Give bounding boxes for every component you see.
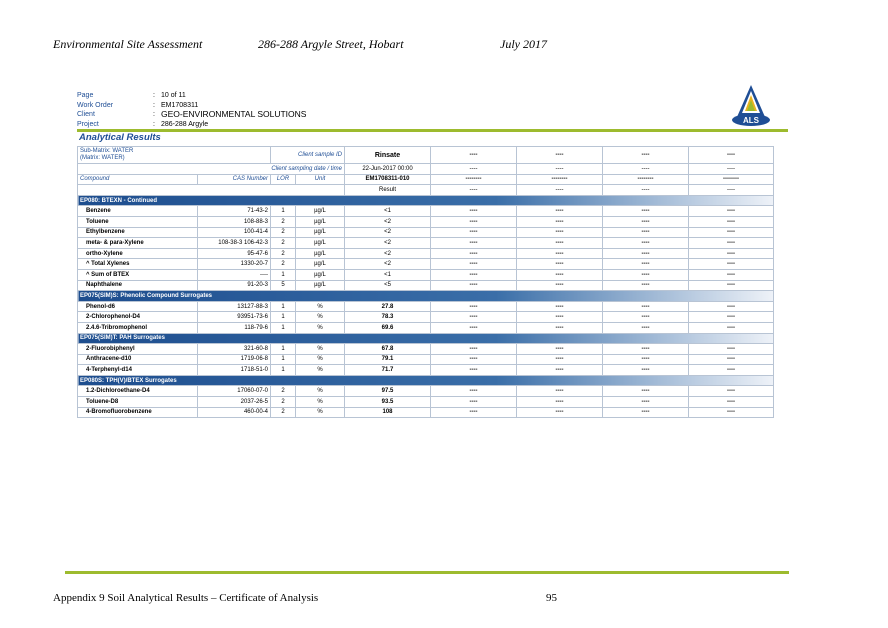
empty-result-cell: ---- xyxy=(689,354,774,365)
result-value: 27.8 xyxy=(345,301,431,312)
unit-value: % xyxy=(296,386,345,397)
meta-value: 286-288 Argyle xyxy=(161,120,209,128)
empty-result-cell: ---- xyxy=(689,280,774,291)
meta-key: Work Order xyxy=(77,101,114,109)
empty-lab-id: -------- xyxy=(431,174,517,185)
empty-result-cell: ---- xyxy=(431,344,517,355)
meta-row xyxy=(77,110,306,120)
header-row-result xyxy=(78,185,774,196)
logo-text: ALS xyxy=(743,116,759,125)
compound-name: meta- & para-Xylene xyxy=(78,238,198,249)
empty-result-cell: ---- xyxy=(603,206,689,217)
table-row xyxy=(78,280,774,291)
compound-name: Phenol-d6 xyxy=(78,301,198,312)
footer-divider xyxy=(65,571,789,574)
compound-name: Toluene xyxy=(78,216,198,227)
unit-value: % xyxy=(296,365,345,376)
empty-result-cell: ---- xyxy=(603,407,689,418)
header-divider xyxy=(77,129,788,132)
empty-result-cell: ---- xyxy=(603,227,689,238)
empty-result-cell: ---- xyxy=(517,280,603,291)
result-value: <5 xyxy=(345,280,431,291)
compound-name: 2-Chlorophenol-D4 xyxy=(78,312,198,323)
unit-value: µg/L xyxy=(296,280,345,291)
group-title: EP075(SIM)S: Phenolic Compound Surrogates xyxy=(78,291,774,302)
empty-result-cell: ---- xyxy=(517,386,603,397)
meta-key: Client xyxy=(77,111,95,118)
empty-result-cell: ---- xyxy=(689,238,774,249)
unit-value: % xyxy=(296,322,345,333)
sampling-date: 22-Jun-2017 00:00 xyxy=(345,164,431,175)
table-row xyxy=(78,206,774,217)
compound-column-header: Compound xyxy=(78,174,198,185)
unit-value: % xyxy=(296,354,345,365)
empty-result-cell: ---- xyxy=(689,227,774,238)
lor-value: 1 xyxy=(271,301,296,312)
compound-name: Anthracene-d10 xyxy=(78,354,198,365)
empty-result-cell: ---- xyxy=(517,227,603,238)
group-header-row xyxy=(78,291,774,302)
table-row xyxy=(78,259,774,270)
header-row-sampling-date xyxy=(78,164,774,175)
compound-name: Toluene-D8 xyxy=(78,397,198,408)
empty-result-cell: ---- xyxy=(431,280,517,291)
table-row xyxy=(78,312,774,323)
result-value: 67.8 xyxy=(345,344,431,355)
empty-result-cell: ---- xyxy=(603,397,689,408)
unit-value: % xyxy=(296,407,345,418)
meta-colon: : xyxy=(153,120,155,128)
table-row xyxy=(78,365,774,376)
lor-value: 1 xyxy=(271,269,296,280)
empty-result-cell: ---- xyxy=(603,269,689,280)
empty-result-cell: ---- xyxy=(689,322,774,333)
header-document-title: Environmental Site Assessment xyxy=(53,37,203,51)
unit-value: µg/L xyxy=(296,238,345,249)
cas-number: 1718-51-0 xyxy=(198,365,271,376)
unit-value: µg/L xyxy=(296,227,345,238)
result-value: 108 xyxy=(345,407,431,418)
empty-result-cell: ---- xyxy=(603,365,689,376)
table-row xyxy=(78,397,774,408)
lor-value: 2 xyxy=(271,248,296,259)
compound-name: Naphthalene xyxy=(78,280,198,291)
cas-number: 13127-88-3 xyxy=(198,301,271,312)
unit-value: % xyxy=(296,301,345,312)
compound-name: Benzene xyxy=(78,206,198,217)
header-date: July 2017 xyxy=(500,37,547,51)
cas-number: 1330-20-7 xyxy=(198,259,271,270)
lor-value: 1 xyxy=(271,365,296,376)
meta-value: 10 of 11 xyxy=(161,92,186,99)
empty-result-cell: ---- xyxy=(431,216,517,227)
empty-result-label: ---- xyxy=(517,185,603,196)
lor-value: 2 xyxy=(271,407,296,418)
empty-result-cell: ---- xyxy=(689,248,774,259)
result-value: 71.7 xyxy=(345,365,431,376)
cas-number: 2037-26-5 xyxy=(198,397,271,408)
meta-key: Project xyxy=(77,120,99,128)
empty-result-cell: ---- xyxy=(603,259,689,270)
empty-result-cell: ---- xyxy=(517,397,603,408)
unit-value: % xyxy=(296,344,345,355)
lor-value: 2 xyxy=(271,216,296,227)
empty-sample-id: ---- xyxy=(431,147,517,164)
unit-value: µg/L xyxy=(296,248,345,259)
empty-result-cell: ---- xyxy=(431,227,517,238)
footer-page-number: 95 xyxy=(546,592,557,604)
empty-lab-id: -------- xyxy=(689,174,774,185)
result-value: 79.1 xyxy=(345,354,431,365)
empty-result-cell: ---- xyxy=(517,344,603,355)
lor-value: 1 xyxy=(271,322,296,333)
cas-number: 93951-73-6 xyxy=(198,312,271,323)
empty-result-label: ---- xyxy=(431,185,517,196)
report-meta xyxy=(77,91,306,129)
empty-result-cell: ---- xyxy=(431,397,517,408)
empty-result-cell: ---- xyxy=(431,238,517,249)
lor-value: 2 xyxy=(271,259,296,270)
compound-name: ^ Sum of BTEX xyxy=(78,269,198,280)
empty-result-cell: ---- xyxy=(689,312,774,323)
unit-value: µg/L xyxy=(296,206,345,217)
table-row xyxy=(78,386,774,397)
lor-value: 1 xyxy=(271,206,296,217)
footer-title: Appendix 9 Soil Analytical Results – Certificate of Analysis xyxy=(53,592,319,604)
table-row xyxy=(78,269,774,280)
matrix-cell xyxy=(78,147,271,164)
result-value: 97.5 xyxy=(345,386,431,397)
group-header-row xyxy=(78,375,774,386)
group-title: EP080S: TPH(V)/BTEX Surrogates xyxy=(78,375,774,386)
empty-result-cell: ---- xyxy=(689,259,774,270)
group-title: EP080: BTEXN - Continued xyxy=(78,195,774,206)
unit-value: µg/L xyxy=(296,216,345,227)
empty-sampling-date: ---- xyxy=(603,164,689,175)
empty-result-cell: ---- xyxy=(603,301,689,312)
compound-name: 4-Terphenyl-d14 xyxy=(78,365,198,376)
analytical-results-table xyxy=(77,146,774,418)
empty-result-cell: ---- xyxy=(603,216,689,227)
lor-value: 2 xyxy=(271,238,296,249)
cas-number: 17060-07-0 xyxy=(198,386,271,397)
group-title: EP075(SIM)T: PAH Surrogates xyxy=(78,333,774,344)
header-site-address: 286-288 Argyle Street, Hobart xyxy=(258,37,404,51)
lor-value: 2 xyxy=(271,397,296,408)
cas-number: 460-00-4 xyxy=(198,407,271,418)
empty-sampling-date: ---- xyxy=(689,164,774,175)
empty-result-cell: ---- xyxy=(689,216,774,227)
result-value: <1 xyxy=(345,269,431,280)
unit-value: µg/L xyxy=(296,259,345,270)
lor-value: 1 xyxy=(271,312,296,323)
client-sample-id-label: Client sample ID xyxy=(271,147,345,164)
meta-row xyxy=(77,120,306,130)
meta-value: GEO-ENVIRONMENTAL SOLUTIONS xyxy=(161,109,307,119)
lor-column-header: LOR xyxy=(271,174,296,185)
cas-number: 71-43-2 xyxy=(198,206,271,217)
cas-number: 108-38-3 106-42-3 xyxy=(198,238,271,249)
compound-name: 1.2-Dichloroethane-D4 xyxy=(78,386,198,397)
table-row xyxy=(78,322,774,333)
empty-result-cell: ---- xyxy=(517,312,603,323)
sampling-date-label: Client sampling date / time xyxy=(78,164,345,175)
empty-result-cell: ---- xyxy=(431,206,517,217)
meta-colon: : xyxy=(153,111,155,118)
spacer-cell xyxy=(78,185,345,196)
empty-result-cell: ---- xyxy=(517,354,603,365)
table-row xyxy=(78,227,774,238)
table-row xyxy=(78,354,774,365)
empty-result-cell: ---- xyxy=(689,206,774,217)
compound-name: Ethylbenzene xyxy=(78,227,198,238)
empty-result-cell: ---- xyxy=(517,269,603,280)
empty-result-cell: ---- xyxy=(603,238,689,249)
table-row xyxy=(78,301,774,312)
empty-result-cell: ---- xyxy=(603,248,689,259)
lor-value: 1 xyxy=(271,354,296,365)
sample-id: Rinsate xyxy=(345,147,431,164)
result-value: <2 xyxy=(345,259,431,270)
unit-value: % xyxy=(296,397,345,408)
cas-number: 118-79-6 xyxy=(198,322,271,333)
unit-column-header: Unit xyxy=(296,174,345,185)
empty-result-cell: ---- xyxy=(431,407,517,418)
empty-result-cell: ---- xyxy=(517,206,603,217)
empty-result-cell: ---- xyxy=(431,365,517,376)
result-value: <2 xyxy=(345,248,431,259)
empty-result-cell: ---- xyxy=(431,386,517,397)
compound-name: 2-Fluorobiphenyl xyxy=(78,344,198,355)
empty-result-cell: ---- xyxy=(689,344,774,355)
header-row-sample-id xyxy=(78,147,774,164)
empty-sampling-date: ---- xyxy=(517,164,603,175)
empty-result-cell: ---- xyxy=(517,301,603,312)
empty-sample-id: ---- xyxy=(603,147,689,164)
lab-sample-id: EM1708311-010 xyxy=(345,174,431,185)
empty-result-cell: ---- xyxy=(431,269,517,280)
result-value: <1 xyxy=(345,206,431,217)
meta-colon: : xyxy=(153,92,155,99)
result-value: 69.6 xyxy=(345,322,431,333)
cas-number: 1719-06-8 xyxy=(198,354,271,365)
matrix-label: (Matrix: WATER) xyxy=(80,155,125,161)
lor-value: 5 xyxy=(271,280,296,291)
table-row xyxy=(78,248,774,259)
empty-result-cell: ---- xyxy=(603,386,689,397)
empty-result-cell: ---- xyxy=(689,397,774,408)
unit-value: % xyxy=(296,312,345,323)
cas-number: 108-88-3 xyxy=(198,216,271,227)
empty-result-cell: ---- xyxy=(517,248,603,259)
empty-result-cell: ---- xyxy=(431,312,517,323)
empty-result-cell: ---- xyxy=(517,365,603,376)
lor-value: 2 xyxy=(271,386,296,397)
empty-result-cell: ---- xyxy=(603,344,689,355)
unit-value: µg/L xyxy=(296,269,345,280)
table-row xyxy=(78,238,774,249)
submatrix-label: Sub-Matrix: WATER xyxy=(80,148,134,154)
empty-sample-id: ---- xyxy=(517,147,603,164)
result-value: <2 xyxy=(345,216,431,227)
result-value: 93.5 xyxy=(345,397,431,408)
header-row-columns xyxy=(78,174,774,185)
compound-name: ortho-Xylene xyxy=(78,248,198,259)
empty-result-cell: ---- xyxy=(603,312,689,323)
compound-name: 4-Bromofluorobenzene xyxy=(78,407,198,418)
empty-result-cell: ---- xyxy=(517,322,603,333)
meta-colon: : xyxy=(153,101,155,109)
meta-key: Page xyxy=(77,92,94,99)
empty-result-cell: ---- xyxy=(603,322,689,333)
cas-column-header: CAS Number xyxy=(198,174,271,185)
empty-result-cell: ---- xyxy=(431,248,517,259)
als-logo-icon xyxy=(729,83,773,127)
result-label: Result xyxy=(345,185,431,196)
result-value: <2 xyxy=(345,227,431,238)
cas-number: 95-47-6 xyxy=(198,248,271,259)
empty-result-cell: ---- xyxy=(603,280,689,291)
empty-result-cell: ---- xyxy=(689,365,774,376)
empty-result-cell: ---- xyxy=(517,238,603,249)
lor-value: 2 xyxy=(271,227,296,238)
empty-result-cell: ---- xyxy=(431,259,517,270)
empty-result-cell: ---- xyxy=(517,407,603,418)
empty-lab-id: -------- xyxy=(603,174,689,185)
compound-name: 2.4.6-Tribromophenol xyxy=(78,322,198,333)
result-value: <2 xyxy=(345,238,431,249)
empty-result-cell: ---- xyxy=(431,301,517,312)
empty-sample-id: ---- xyxy=(689,147,774,164)
empty-sampling-date: ---- xyxy=(431,164,517,175)
section-title: Analytical Results xyxy=(79,132,161,143)
empty-result-cell: ---- xyxy=(689,269,774,280)
table-row xyxy=(78,216,774,227)
result-value: 78.3 xyxy=(345,312,431,323)
empty-lab-id: -------- xyxy=(517,174,603,185)
cas-number: 91-20-3 xyxy=(198,280,271,291)
group-header-row xyxy=(78,333,774,344)
table-row xyxy=(78,344,774,355)
lor-value: 1 xyxy=(271,344,296,355)
empty-result-cell: ---- xyxy=(689,301,774,312)
empty-result-label: ---- xyxy=(603,185,689,196)
compound-name: ^ Total Xylenes xyxy=(78,259,198,270)
table-row xyxy=(78,407,774,418)
meta-row xyxy=(77,91,306,101)
cas-number: 100-41-4 xyxy=(198,227,271,238)
empty-result-cell: ---- xyxy=(689,386,774,397)
cas-number: 321-60-8 xyxy=(198,344,271,355)
meta-value: EM1708311 xyxy=(161,101,199,109)
page-header xyxy=(0,37,888,53)
empty-result-cell: ---- xyxy=(603,354,689,365)
empty-result-cell: ---- xyxy=(431,354,517,365)
empty-result-cell: ---- xyxy=(689,407,774,418)
empty-result-cell: ---- xyxy=(517,216,603,227)
empty-result-cell: ---- xyxy=(517,259,603,270)
empty-result-cell: ---- xyxy=(431,322,517,333)
group-header-row xyxy=(78,195,774,206)
empty-result-label: ---- xyxy=(689,185,774,196)
cas-number: ---- xyxy=(198,269,271,280)
